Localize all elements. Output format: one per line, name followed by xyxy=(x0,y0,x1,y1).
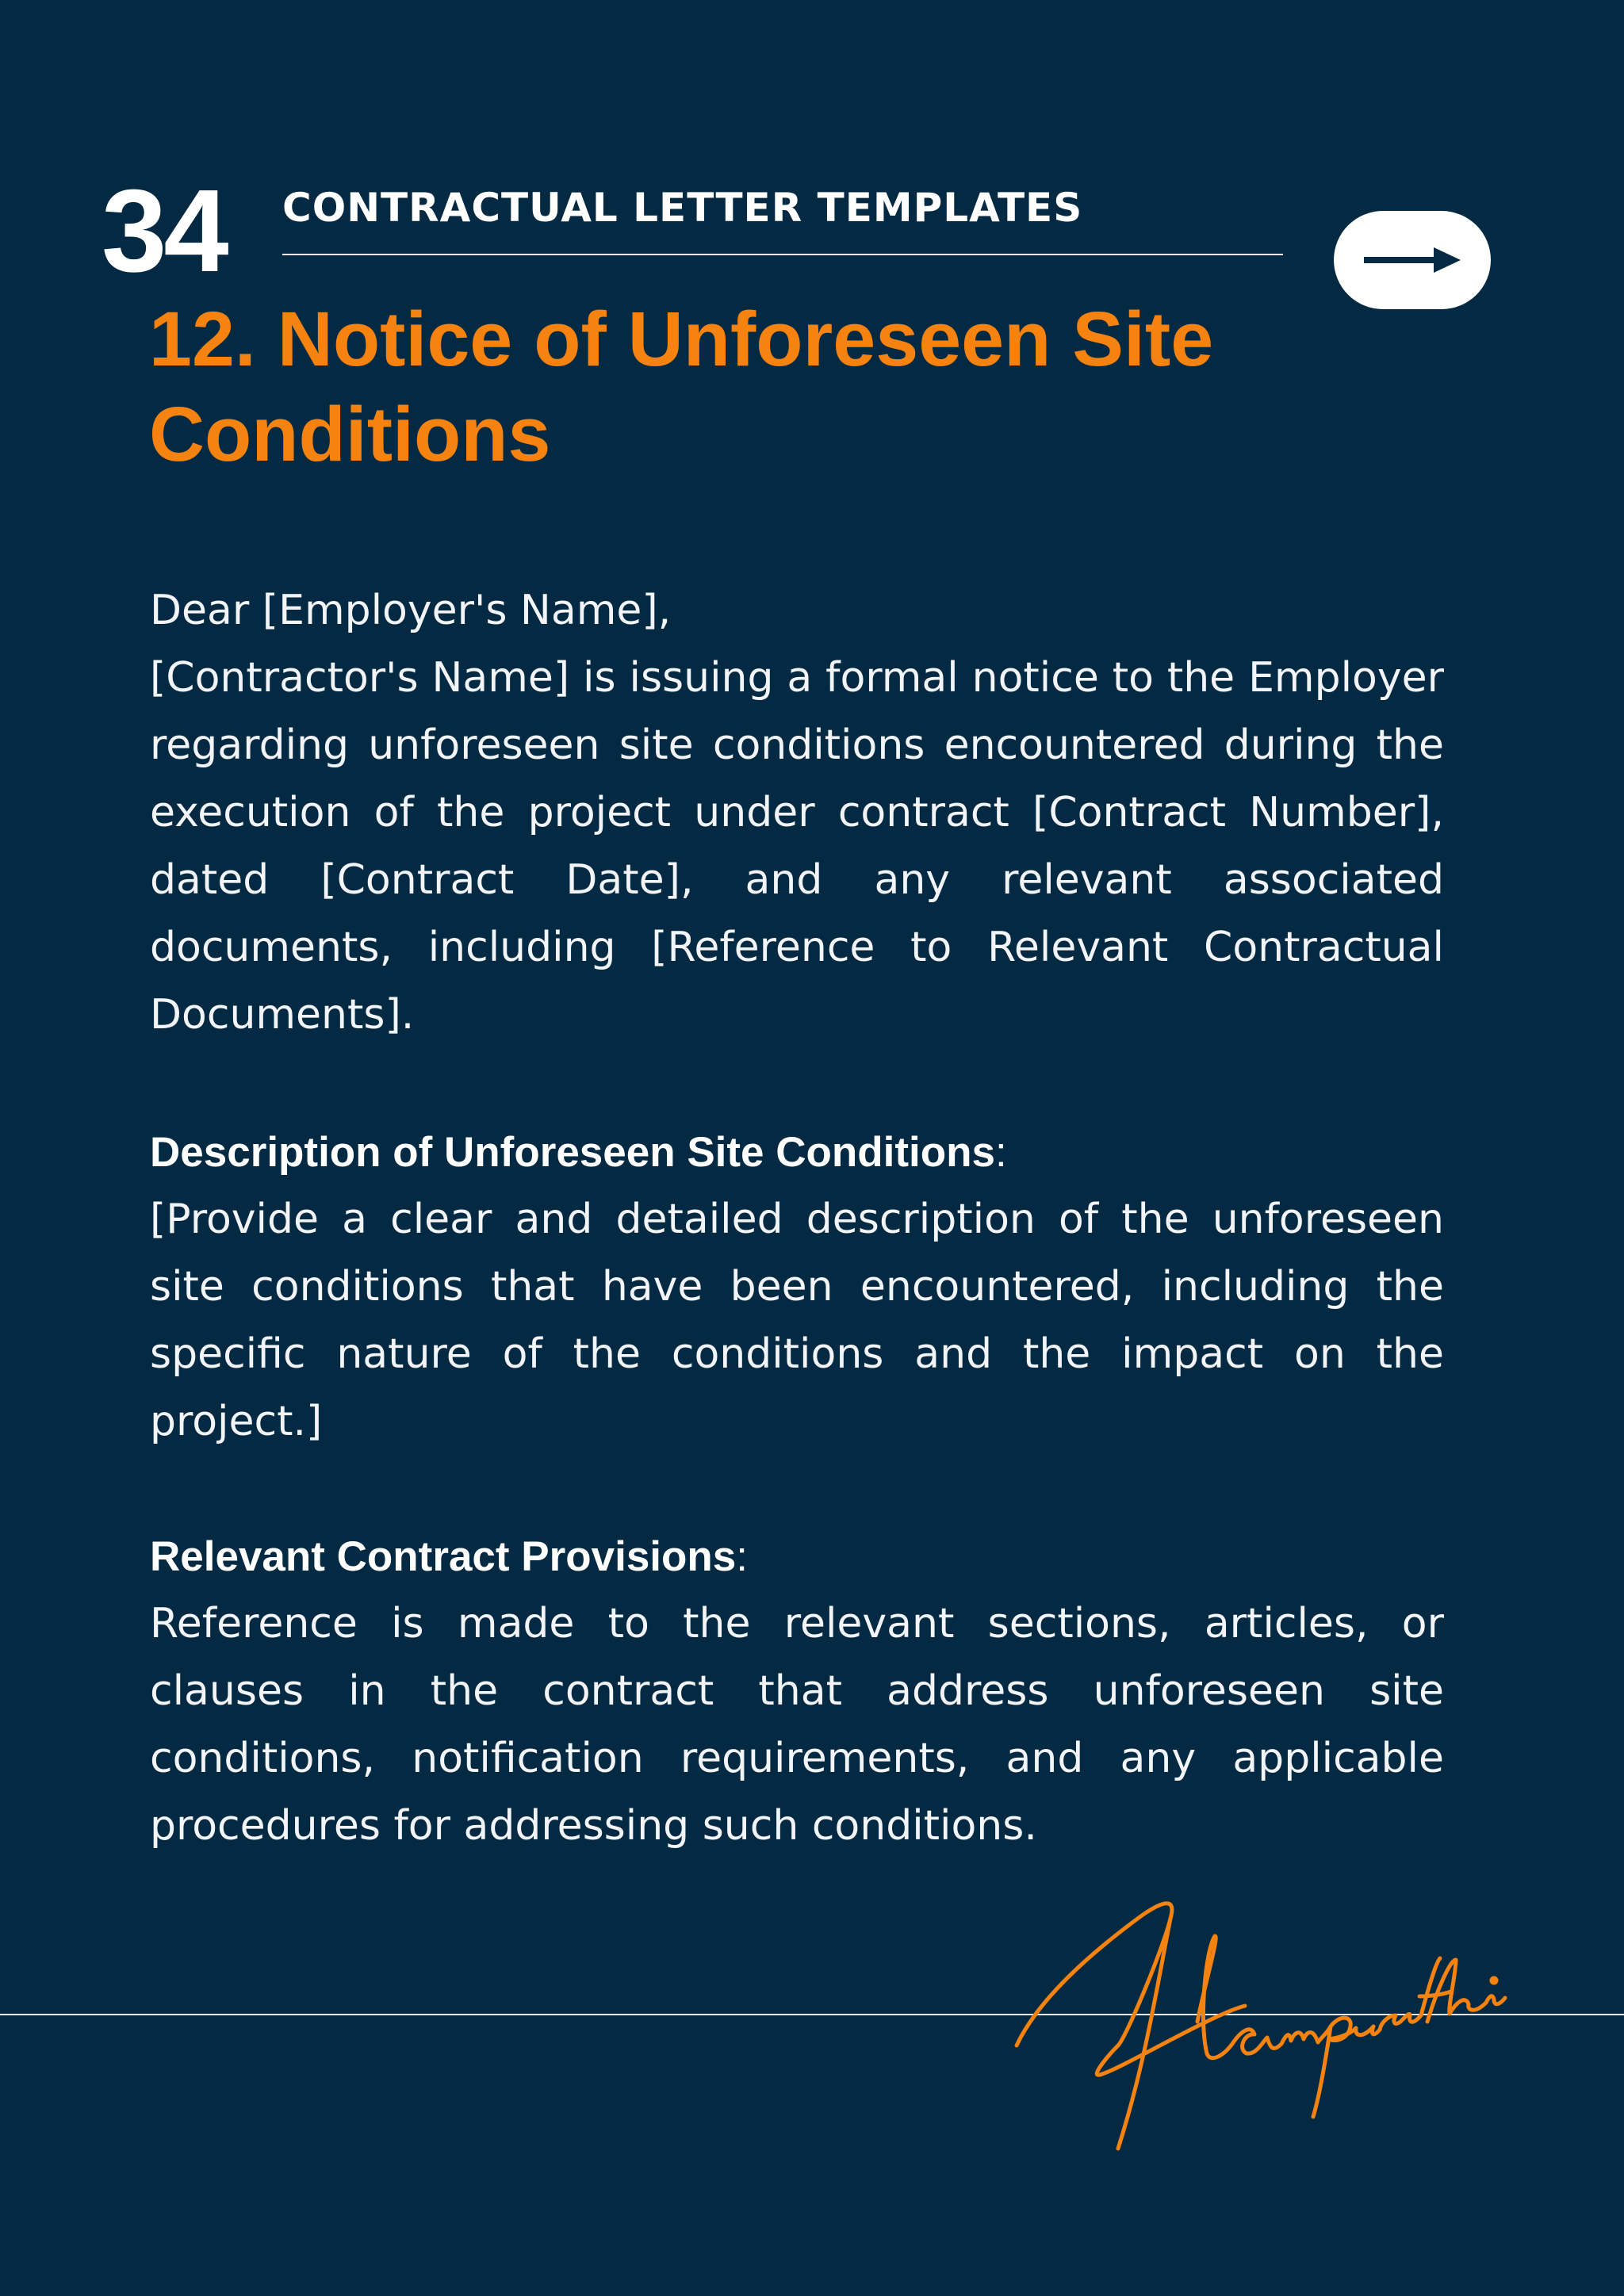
section-heading-text: Relevant Contract Provisions xyxy=(150,1533,737,1580)
letter-greeting: Dear [Employer's Name], xyxy=(150,587,672,634)
section-heading-colon: : xyxy=(994,1129,1007,1176)
section-heading-provisions xyxy=(150,1523,748,1590)
arrow-right-icon xyxy=(1364,244,1462,276)
section-body-description: [Provide a clear and detailed description of the unforeseen site conditions that have been encountered, including the specific nature of the conditions and the impact on the project.] xyxy=(150,1196,1444,1445)
header-divider xyxy=(282,254,1283,255)
section-heading-description xyxy=(150,1119,1007,1186)
letter-title: 12. Notice of Unforeseen Site Conditions xyxy=(149,296,1214,477)
section-body-provisions: Reference is made to the relevant sections, articles, or clauses in the contract that address unforeseen site conditions, notification requirements, and any applicable procedures for addressing such conditions. xyxy=(150,1600,1444,1850)
page-number: 34 xyxy=(102,166,226,297)
section-heading-text: Description of Unforeseen Site Conditions xyxy=(150,1129,995,1176)
letter-intro-paragraph: [Contractor's Name] is issuing a formal notice to the Employer regarding unforeseen site conditions encountered during the execution of the project under contract [Contract Number], dated [Contract Date], and any relevant associated documents, including [Reference to Relevant Contractual Documents]. xyxy=(150,654,1444,1039)
section-heading-colon: : xyxy=(736,1533,748,1580)
section-title: CONTRACTUAL LETTER TEMPLATES xyxy=(282,185,1083,231)
handwritten-signature xyxy=(1007,1887,1515,2156)
